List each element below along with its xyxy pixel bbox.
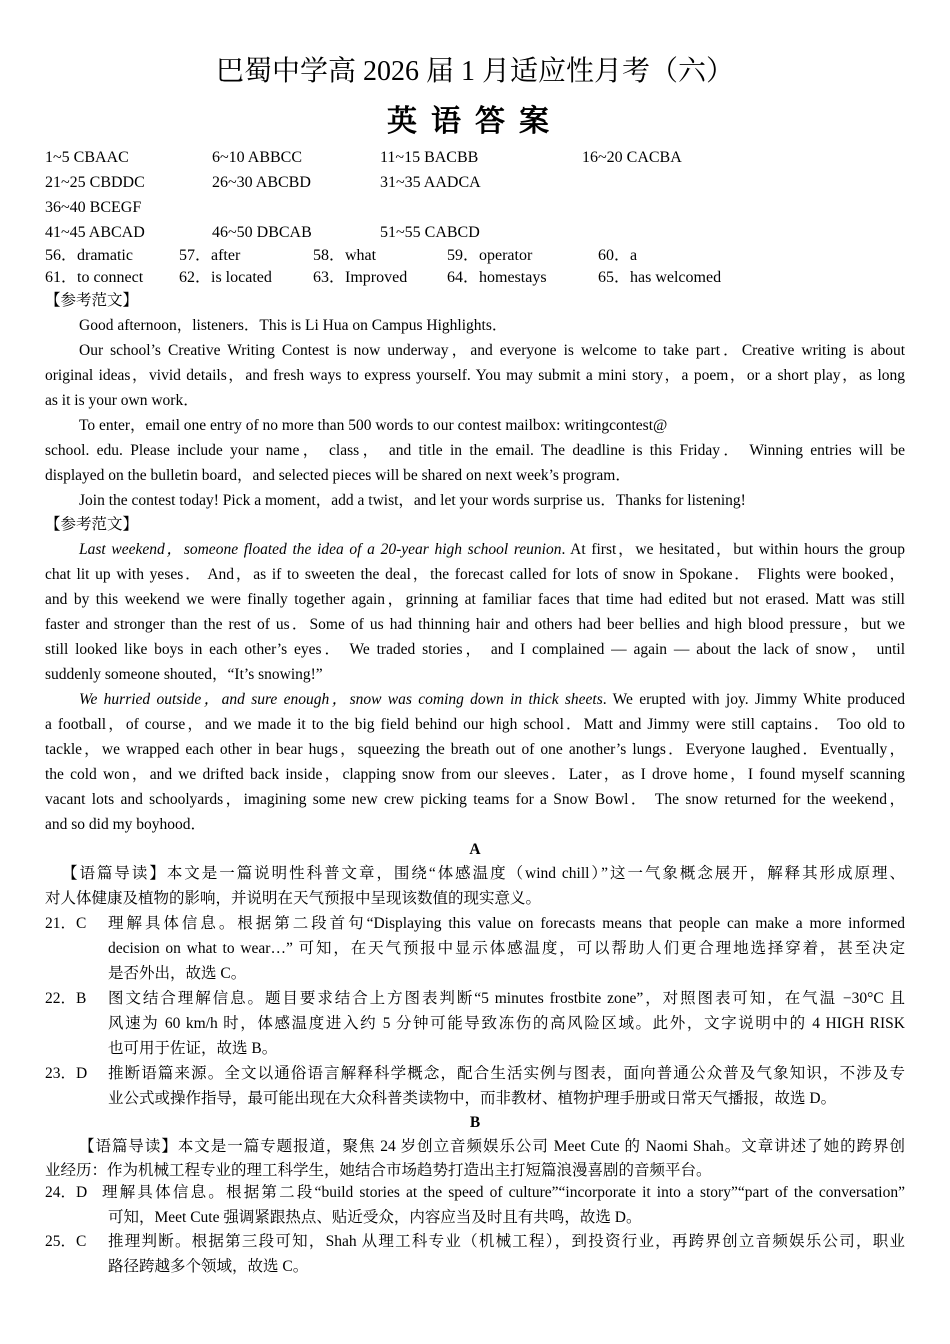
answer-group: 16~20 CACBA [582, 149, 682, 166]
answer-group: 51~55 CABCD [380, 224, 480, 241]
essay-line: faster and stronger than the rest of us．Some of us had thinning hair and others had beer bellies and high blood pressure，but we [45, 616, 905, 633]
answer-group: 26~30 ABCBD [212, 174, 311, 191]
explanation-line: 业公式或操作指导，最可能出现在大众科普类读物中，而非教材、植物护理手册或日常天气播报，故选 D。 [108, 1090, 837, 1107]
explanation-line: 推理判断。根据第三段可知，Shah 从理工科专业（机械工程），到投资行业，再跨界创立音频娱乐公司，职业 [108, 1233, 905, 1250]
fill-answer: 59．operator [447, 247, 533, 264]
section-heading: A [469, 841, 481, 858]
section-label: 【参考范文】 [45, 292, 139, 309]
fill-answer: 57．after [179, 247, 241, 264]
essay-line: and by this weekend we were finally together again，grinning at familiar faces that time had edited but not erased. Matt was still [45, 591, 905, 608]
essay-line: suddenly someone shouted，“It’s snowing!” [45, 666, 323, 683]
essay-line: Our school’s Creative Writing Contest is now underway，and everyone is welcome to take part．Creative writing is about [79, 342, 905, 359]
essay-line: chat lit up with yeses． And，as if to sweeten the deal，the forecast called for lots of snow in Spokane． Flights were booked， [45, 566, 905, 583]
essay-line [79, 537, 905, 562]
essay-line: Join the contest today! Pick a moment，add a twist，and let your words surprise us．Thanks for listening! [79, 492, 746, 509]
intro-line: 对人体健康及植物的影响，并说明在天气预报中呈现该数值的现实意义。 [45, 890, 542, 907]
intro-line: 【语篇导读】本文是一篇说明性科普文章，围绕“体感温度（wind chill）”这一气象概念展开，解释其形成原理、 [62, 865, 905, 882]
intro-line: 【语篇导读】本文是一篇专题报道，聚焦 24 岁创立音频娱乐公司 Meet Cute 的 Naomi Shah。文章讲述了她的跨界创 [79, 1138, 905, 1155]
answer-group: 46~50 DBCAB [212, 224, 312, 241]
explanation-line: 也可用于佐证，故选 B。 [108, 1040, 278, 1057]
fill-answer: 64．homestays [447, 269, 547, 286]
explanation-line: 理解具体信息。根据第二段首句“Displaying this value on forecasts means that people can make a more informed [108, 915, 905, 932]
essay-line: as it is your own work． [45, 392, 199, 409]
page-title: 巴蜀中学高 2026 届 1 月适应性月考（六） [215, 56, 734, 87]
essay-line: tackle，we wrapped each other in bear hugs，squeezing the breath out of one another’s lungs．Everyone laughed．Eventually， [45, 741, 905, 758]
essay-line: Good afternoon，listeners．This is Li Hua on Campus Highlights． [79, 317, 508, 334]
page-subtitle: 英语答案 [387, 105, 563, 138]
answer-group: 1~5 CBAAC [45, 149, 129, 166]
essay-line: original ideas，vivid details，and fresh ways to express yourself. You may submit a mini story，a poem，or a short play，as long [45, 367, 905, 384]
explanation-line: 可知，Meet Cute 强调紧跟热点、贴近受众，内容应当及时且有共鸣，故选 D。 [108, 1209, 642, 1226]
intro-line: 业经历：作为机械工程专业的理工科学生，她结合市场趋势打造出主打短篇浪漫喜剧的音频平台。 [45, 1162, 712, 1179]
explanation-line: 路径跨越多个领域，故选 C。 [108, 1258, 309, 1275]
question-number: 24．D [45, 1184, 88, 1201]
explanation-line: 是否外出，故选 C。 [108, 965, 247, 982]
essay-line: displayed on the bulletin board，and selected pieces will be shared on next week’s program． [45, 467, 631, 484]
essay-line: still looked like boys in each other’s eyes． We traded stories， and I complained — again — about the lack of snow， until [45, 641, 905, 658]
fill-answer: 56．dramatic [45, 247, 133, 264]
essay-line: school. edu. Please include your name， class， and title in the email. The deadline is this Friday． Winning entries will be [45, 442, 905, 459]
fill-answer: 60．a [598, 247, 638, 264]
answer-group: 6~10 ABBCC [212, 149, 303, 166]
essay-text: . At first，we hesitated，but within hours the group [561, 541, 905, 558]
explanation-line: 推断语篇来源。全文以通俗语言解释科学概念，配合生活实例与图表，面向普通公众普及气象知识，不涉及专 [108, 1065, 905, 1082]
question-number: 22．B [45, 990, 87, 1007]
explanation-line: 风速为 60 km/h 时，体感温度进入约 5 分钟可能导致冻伤的高风险区域。此外，文字说明中的 4 HIGH RISK [108, 1015, 905, 1032]
fill-answer: 58．what [313, 247, 377, 264]
essay-line: To enter，email one entry of no more than 500 words to our contest mailbox: writingcontest@ [79, 417, 668, 434]
essay-line: and so did my boyhood． [45, 816, 207, 833]
answer-group: 11~15 BACBB [380, 149, 479, 166]
answer-group: 21~25 CBDDC [45, 174, 145, 191]
fill-answer: 62．is located [179, 269, 272, 286]
question-number: 25．C [45, 1233, 87, 1250]
section-label: 【参考范文】 [45, 516, 139, 533]
essay-italic-lead: Last weekend，someone floated the idea of a 20-year high school reunion [79, 541, 562, 558]
explanation-line: 图文结合理解信息。题目要求结合上方图表判断“5 minutes frostbite zone”，对照图表可知，在气温 −30°C 且 [108, 990, 905, 1007]
section-heading: B [469, 1114, 481, 1131]
answer-group: 31~35 AADCA [380, 174, 481, 191]
fill-answer: 65．has welcomed [598, 269, 722, 286]
fill-answer: 61．to connect [45, 269, 144, 286]
essay-line: the cold won，and we drifted back inside，clapping snow from our sleeves．Later，as I drove home，I found myself scanning [45, 766, 905, 783]
essay-line: vacant lots and schoolyards，imagining some new crew picking teams for a Snow Bowl． The snow returned for the weekend， [45, 791, 905, 808]
essay-text: . We erupted with joy. Jimmy White produced [602, 691, 905, 708]
explanation-line: decision on what to wear…” 可知，在天气预报中显示体感温度，可以帮助人们更合理地选择穿着，甚至决定 [108, 940, 905, 957]
question-number: 23．D [45, 1065, 88, 1082]
fill-answer: 63．Improved [313, 269, 408, 286]
essay-line: a football，of course，and we made it to the big field behind our high school．Matt and Jimmy were still captains． Too old to [45, 716, 906, 733]
answer-group: 41~45 ABCAD [45, 224, 145, 241]
explanation-line: 理解具体信息。根据第二段“build stories at the speed of culture”“incorporate it into a story”“part of the conversation” [102, 1184, 905, 1201]
essay-italic-lead: We hurried outside，and sure enough，snow was coming down in thick sheets [79, 691, 603, 708]
question-number: 21．C [45, 915, 87, 932]
essay-line [79, 687, 905, 712]
answer-group: 36~40 BCEGF [45, 199, 142, 216]
